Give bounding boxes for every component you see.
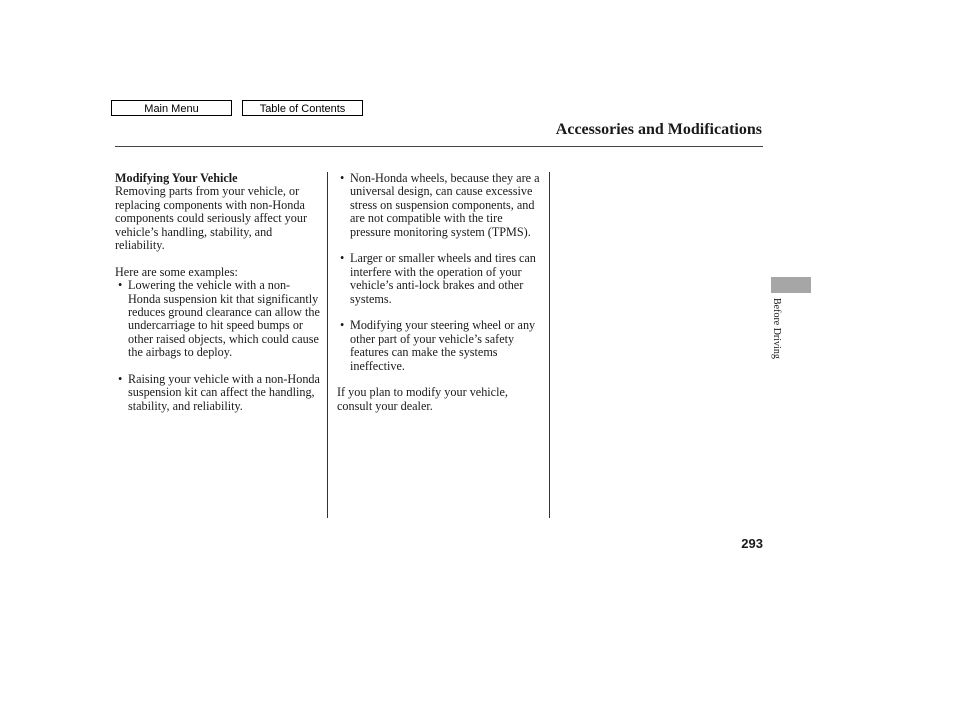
list-item: • Raising your vehicle with a non-Honda suspension kit can affect the handling, stability, and reliability. — [115, 373, 320, 413]
closing-paragraph: If you plan to modify your vehicle, consult your dealer. — [337, 385, 508, 413]
column-divider-2 — [549, 172, 550, 518]
title-divider — [115, 146, 763, 147]
intro-paragraph: Removing parts from your vehicle, or replacing components with non-Honda components could seriously affect your vehicle’s handling, stability, and reliability. — [115, 184, 308, 253]
table-of-contents-button[interactable]: Table of Contents — [242, 100, 363, 116]
examples-list — [115, 279, 320, 413]
column-divider-1 — [327, 172, 328, 518]
text-column-2 — [337, 172, 542, 427]
list-item: • Non-Honda wheels, because they are a universal design, can cause excessive stress on suspension components, and are not compatible with the tire pressure monitoring system (TPMS). — [337, 172, 542, 239]
page-number: 293 — [741, 536, 763, 551]
section-tab-label: Before Driving — [771, 298, 782, 359]
list-item: • Larger or smaller wheels and tires can interfere with the operation of your vehicle’s anti-lock brakes and other systems. — [337, 252, 542, 306]
list-item: • Modifying your steering wheel or any other part of your vehicle’s safety features can make the systems ineffective. — [337, 319, 542, 373]
examples-list-continued — [337, 172, 542, 373]
main-menu-button[interactable]: Main Menu — [111, 100, 232, 116]
section-tab-marker — [771, 277, 811, 293]
page-title: Accessories and Modifications — [555, 121, 762, 138]
list-item: • Lowering the vehicle with a non-Honda suspension kit that significantly reduces ground clearance can allow the undercarriage to hit speed bumps or other raised objects, which could cause the airbags to deploy. — [115, 279, 320, 359]
section-heading: Modifying Your Vehicle — [115, 171, 238, 185]
text-column-1 — [115, 172, 320, 427]
examples-intro: Here are some examples: — [115, 264, 238, 279]
